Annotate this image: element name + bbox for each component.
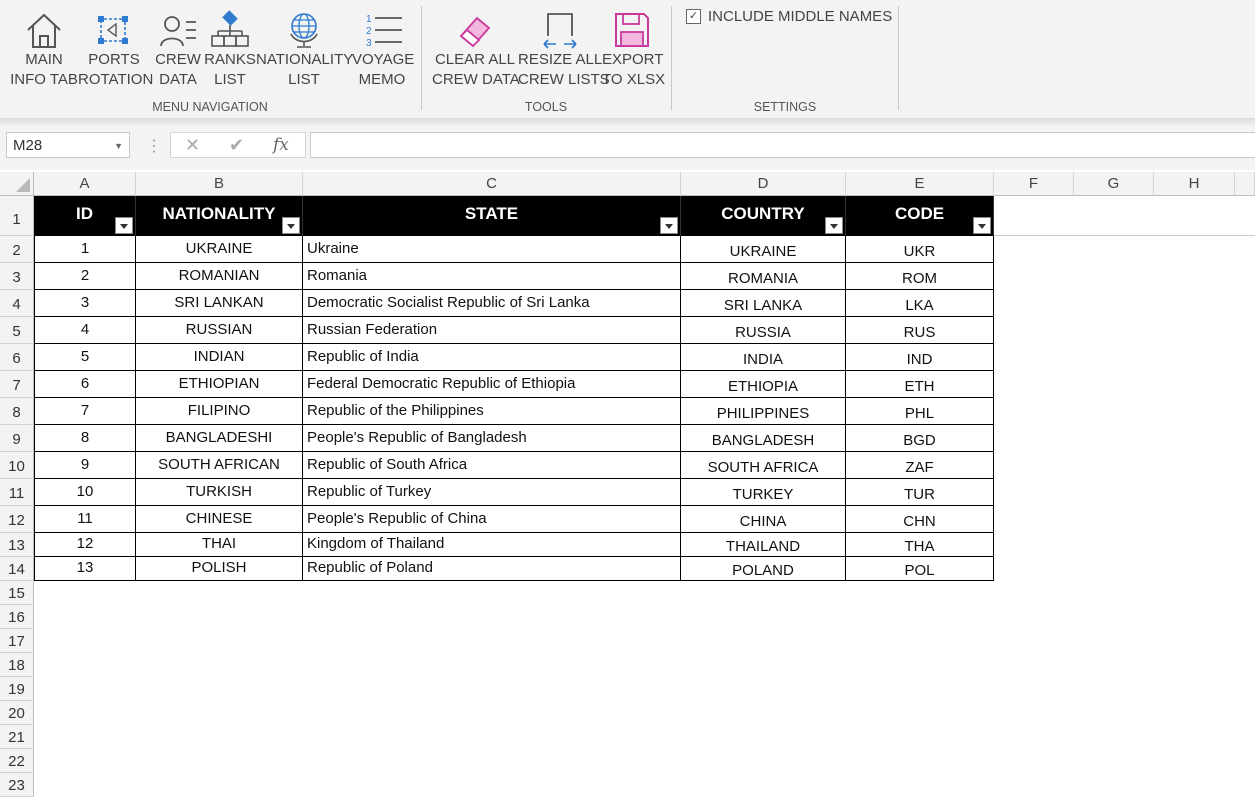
enter-icon[interactable]: ✔	[229, 135, 245, 155]
table-cell[interactable]: 9	[34, 452, 136, 479]
table-cell[interactable]: 5	[34, 344, 136, 371]
filter-dropdown-button[interactable]	[973, 217, 991, 234]
table-cell[interactable]: CHINESE	[136, 506, 303, 533]
ribbon-separator	[671, 6, 672, 110]
row-header[interactable]: 18	[0, 653, 34, 677]
table-cell[interactable]: THA	[846, 533, 994, 557]
filter-dropdown-button[interactable]	[282, 217, 300, 234]
chevron-down-icon[interactable]: ▼	[114, 141, 123, 151]
table-cell[interactable]: Ukraine	[303, 236, 681, 263]
column-header[interactable]: F	[994, 172, 1074, 196]
eraser-icon	[455, 10, 495, 50]
table-cell[interactable]: Republic of Turkey	[303, 479, 681, 506]
resize-icon	[540, 10, 580, 50]
row-header[interactable]: 5	[0, 317, 34, 344]
check-mark-icon: ✓	[688, 10, 699, 22]
row-header[interactable]: 10	[0, 452, 34, 479]
table-header-cell[interactable]	[303, 196, 681, 236]
row-header[interactable]: 11	[0, 479, 34, 506]
row-header[interactable]: 23	[0, 773, 34, 797]
insert-function-icon[interactable]: fx	[273, 135, 289, 155]
row-header[interactable]: 2	[0, 236, 34, 263]
row-header[interactable]: 12	[0, 506, 34, 533]
table-cell[interactable]: Republic of South Africa	[303, 452, 681, 479]
table-header-label: COUNTRY	[721, 204, 805, 223]
resize-all-crew-lists-button[interactable]: RESIZE ALL CREW LISTS	[518, 4, 602, 88]
table-cell[interactable]: BANGLADESH	[681, 425, 846, 452]
drag-handle-icon[interactable]: ⋮	[146, 138, 162, 155]
column-header-filler	[1235, 172, 1255, 196]
table-cell[interactable]: IND	[846, 344, 994, 371]
row-header[interactable]: 19	[0, 677, 34, 701]
table-cell[interactable]: 4	[34, 317, 136, 344]
name-box[interactable]	[6, 132, 130, 158]
table-cell[interactable]: PHILIPPINES	[681, 398, 846, 425]
group-label-menu-navigation: MENU NAVIGATION	[152, 100, 268, 114]
group-label-settings: SETTINGS	[753, 100, 817, 114]
numbered-list-icon	[360, 10, 404, 50]
table-cell[interactable]: RUS	[846, 317, 994, 344]
table-cell[interactable]: SOUTH AFRICA	[681, 452, 846, 479]
table-cell[interactable]: TURKEY	[681, 479, 846, 506]
ribbon-separator	[421, 6, 422, 110]
table-cell[interactable]: 8	[34, 425, 136, 452]
filter-dropdown-button[interactable]	[660, 217, 678, 234]
cancel-icon[interactable]: ✕	[185, 135, 201, 155]
group-label-tools: TOOLS	[524, 100, 568, 114]
column-header[interactable]: G	[1074, 172, 1154, 196]
table-cell[interactable]: 12	[34, 533, 136, 557]
table-cell[interactable]: UKRAINE	[136, 236, 303, 263]
home-icon	[25, 10, 63, 50]
table-cell[interactable]: Romania	[303, 263, 681, 290]
table-cell[interactable]: Republic of India	[303, 344, 681, 371]
table-cell[interactable]: LKA	[846, 290, 994, 317]
table-header-label: CODE	[894, 204, 945, 223]
save-disk-icon	[613, 10, 651, 50]
table-cell[interactable]: POLAND	[681, 557, 846, 581]
table-cell[interactable]: THAI	[136, 533, 303, 557]
table-cell[interactable]: 1	[34, 236, 136, 263]
table-cell[interactable]: TURKISH	[136, 479, 303, 506]
ribbon	[0, 0, 1255, 118]
table-cell[interactable]: Kingdom of Thailand	[303, 533, 681, 557]
table-cell[interactable]: FILIPINO	[136, 398, 303, 425]
table-header-label: ID	[76, 204, 93, 223]
table-cell[interactable]: UKR	[846, 236, 994, 263]
table-cell[interactable]: THAILAND	[681, 533, 846, 557]
row-header[interactable]: 21	[0, 725, 34, 749]
svg-text:3: 3	[366, 38, 372, 49]
table-cell[interactable]: People's Republic of Bangladesh	[303, 425, 681, 452]
formula-bar	[0, 126, 1255, 170]
table-cell[interactable]: ETH	[846, 371, 994, 398]
table-cell[interactable]: SRI LANKA	[681, 290, 846, 317]
crew-data-button[interactable]: CREW DATA	[152, 4, 204, 88]
include-middle-names-checkbox[interactable]	[686, 8, 892, 25]
table-cell[interactable]: RUSSIA	[681, 317, 846, 344]
table-cell[interactable]: Federal Democratic Republic of Ethiopia	[303, 371, 681, 398]
row-header[interactable]: 8	[0, 398, 34, 425]
name-box-value: M28	[13, 137, 43, 154]
row-header[interactable]: 16	[0, 605, 34, 629]
formula-input[interactable]	[310, 132, 1255, 158]
select-all-corner[interactable]	[0, 172, 34, 196]
row-header[interactable]: 1	[0, 196, 34, 236]
table-cell[interactable]: 11	[34, 506, 136, 533]
filter-dropdown-button[interactable]	[115, 217, 133, 234]
table-cell[interactable]: RUSSIAN	[136, 317, 303, 344]
row-header[interactable]: 14	[0, 557, 34, 581]
nationality-list-button[interactable]: NATIONALITY LIST	[256, 4, 352, 88]
row-header[interactable]: 17	[0, 629, 34, 653]
filter-dropdown-button[interactable]	[825, 217, 843, 234]
table-cell[interactable]: CHN	[846, 506, 994, 533]
main-info-tab-button[interactable]: MAIN INFO TAB	[10, 4, 78, 88]
column-header[interactable]: D	[681, 172, 846, 196]
row-header[interactable]: 3	[0, 263, 34, 290]
export-to-xlsx-button[interactable]: EXPORT TO XLSX	[602, 4, 662, 88]
table-cell[interactable]: SRI LANKAN	[136, 290, 303, 317]
table-header-label: NATIONALITY	[162, 204, 276, 223]
table-cell[interactable]: ROMANIAN	[136, 263, 303, 290]
row-header[interactable]: 4	[0, 290, 34, 317]
clear-all-crew-data-button[interactable]: CLEAR ALL CREW DATA	[432, 4, 518, 88]
column-header[interactable]: H	[1154, 172, 1235, 196]
table-cell[interactable]: BGD	[846, 425, 994, 452]
table-cell[interactable]: ROM	[846, 263, 994, 290]
row-header[interactable]: 6	[0, 344, 34, 371]
person-list-icon	[158, 10, 198, 50]
row-header[interactable]: 13	[0, 533, 34, 557]
table-cell[interactable]: 6	[34, 371, 136, 398]
ribbon-shadow	[0, 118, 1255, 126]
row-header[interactable]: 22	[0, 749, 34, 773]
column-header[interactable]: B	[136, 172, 303, 196]
table-cell[interactable]: ETHIOPIAN	[136, 371, 303, 398]
row-header[interactable]: 20	[0, 701, 34, 725]
table-cell[interactable]: ZAF	[846, 452, 994, 479]
org-chart-icon	[210, 10, 250, 50]
table-cell[interactable]: Republic of Poland	[303, 557, 681, 581]
include-middle-names-label: INCLUDE MIDDLE NAMES	[708, 8, 893, 25]
table-cell[interactable]: 3	[34, 290, 136, 317]
table-cell[interactable]: Russian Federation	[303, 317, 681, 344]
table-cell[interactable]: BANGLADESHI	[136, 425, 303, 452]
table-cell[interactable]: 13	[34, 557, 136, 581]
column-header[interactable]: E	[846, 172, 994, 196]
table-header-cell[interactable]	[136, 196, 303, 236]
ribbon-separator	[898, 6, 899, 110]
table-cell[interactable]: ETHIOPIA	[681, 371, 846, 398]
table-cell[interactable]: INDIA	[681, 344, 846, 371]
table-cell[interactable]: TUR	[846, 479, 994, 506]
column-header[interactable]: C	[303, 172, 681, 196]
table-cell[interactable]: POLISH	[136, 557, 303, 581]
table-cell[interactable]: UKRAINE	[681, 236, 846, 263]
table-cell[interactable]: SOUTH AFRICAN	[136, 452, 303, 479]
ports-rotation-button[interactable]: PORTS ROTATION	[78, 4, 150, 88]
table-cell[interactable]: People's Republic of China	[303, 506, 681, 533]
row-header[interactable]: 9	[0, 425, 34, 452]
table-cell[interactable]: 2	[34, 263, 136, 290]
route-icon	[94, 10, 134, 50]
table-cell[interactable]: 7	[34, 398, 136, 425]
row-header[interactable]: 15	[0, 581, 34, 605]
table-cell[interactable]: CHINA	[681, 506, 846, 533]
table-header-cell[interactable]	[34, 196, 136, 236]
row-header[interactable]: 7	[0, 371, 34, 398]
table-cell[interactable]: Democratic Socialist Republic of Sri Lanka	[303, 290, 681, 317]
table-header-cell[interactable]	[846, 196, 994, 236]
voyage-memo-button[interactable]: 1 2 3 VOYAGE MEMO	[352, 4, 412, 88]
table-cell[interactable]: Republic of the Philippines	[303, 398, 681, 425]
checkbox-box[interactable]	[686, 9, 701, 24]
table-header-cell[interactable]	[681, 196, 846, 236]
table-cell[interactable]: POL	[846, 557, 994, 581]
ranks-list-button[interactable]: RANKS LIST	[204, 4, 256, 88]
column-header[interactable]: A	[34, 172, 136, 196]
table-cell[interactable]: PHL	[846, 398, 994, 425]
table-header-label: STATE	[464, 204, 519, 223]
table-cell[interactable]: ROMANIA	[681, 263, 846, 290]
table-cell[interactable]: 10	[34, 479, 136, 506]
table-cell[interactable]: INDIAN	[136, 344, 303, 371]
grid-line	[994, 235, 1255, 236]
formula-buttons	[170, 132, 306, 158]
globe-icon	[286, 10, 322, 50]
svg-text:2: 2	[366, 26, 372, 37]
svg-text:1: 1	[366, 14, 372, 25]
